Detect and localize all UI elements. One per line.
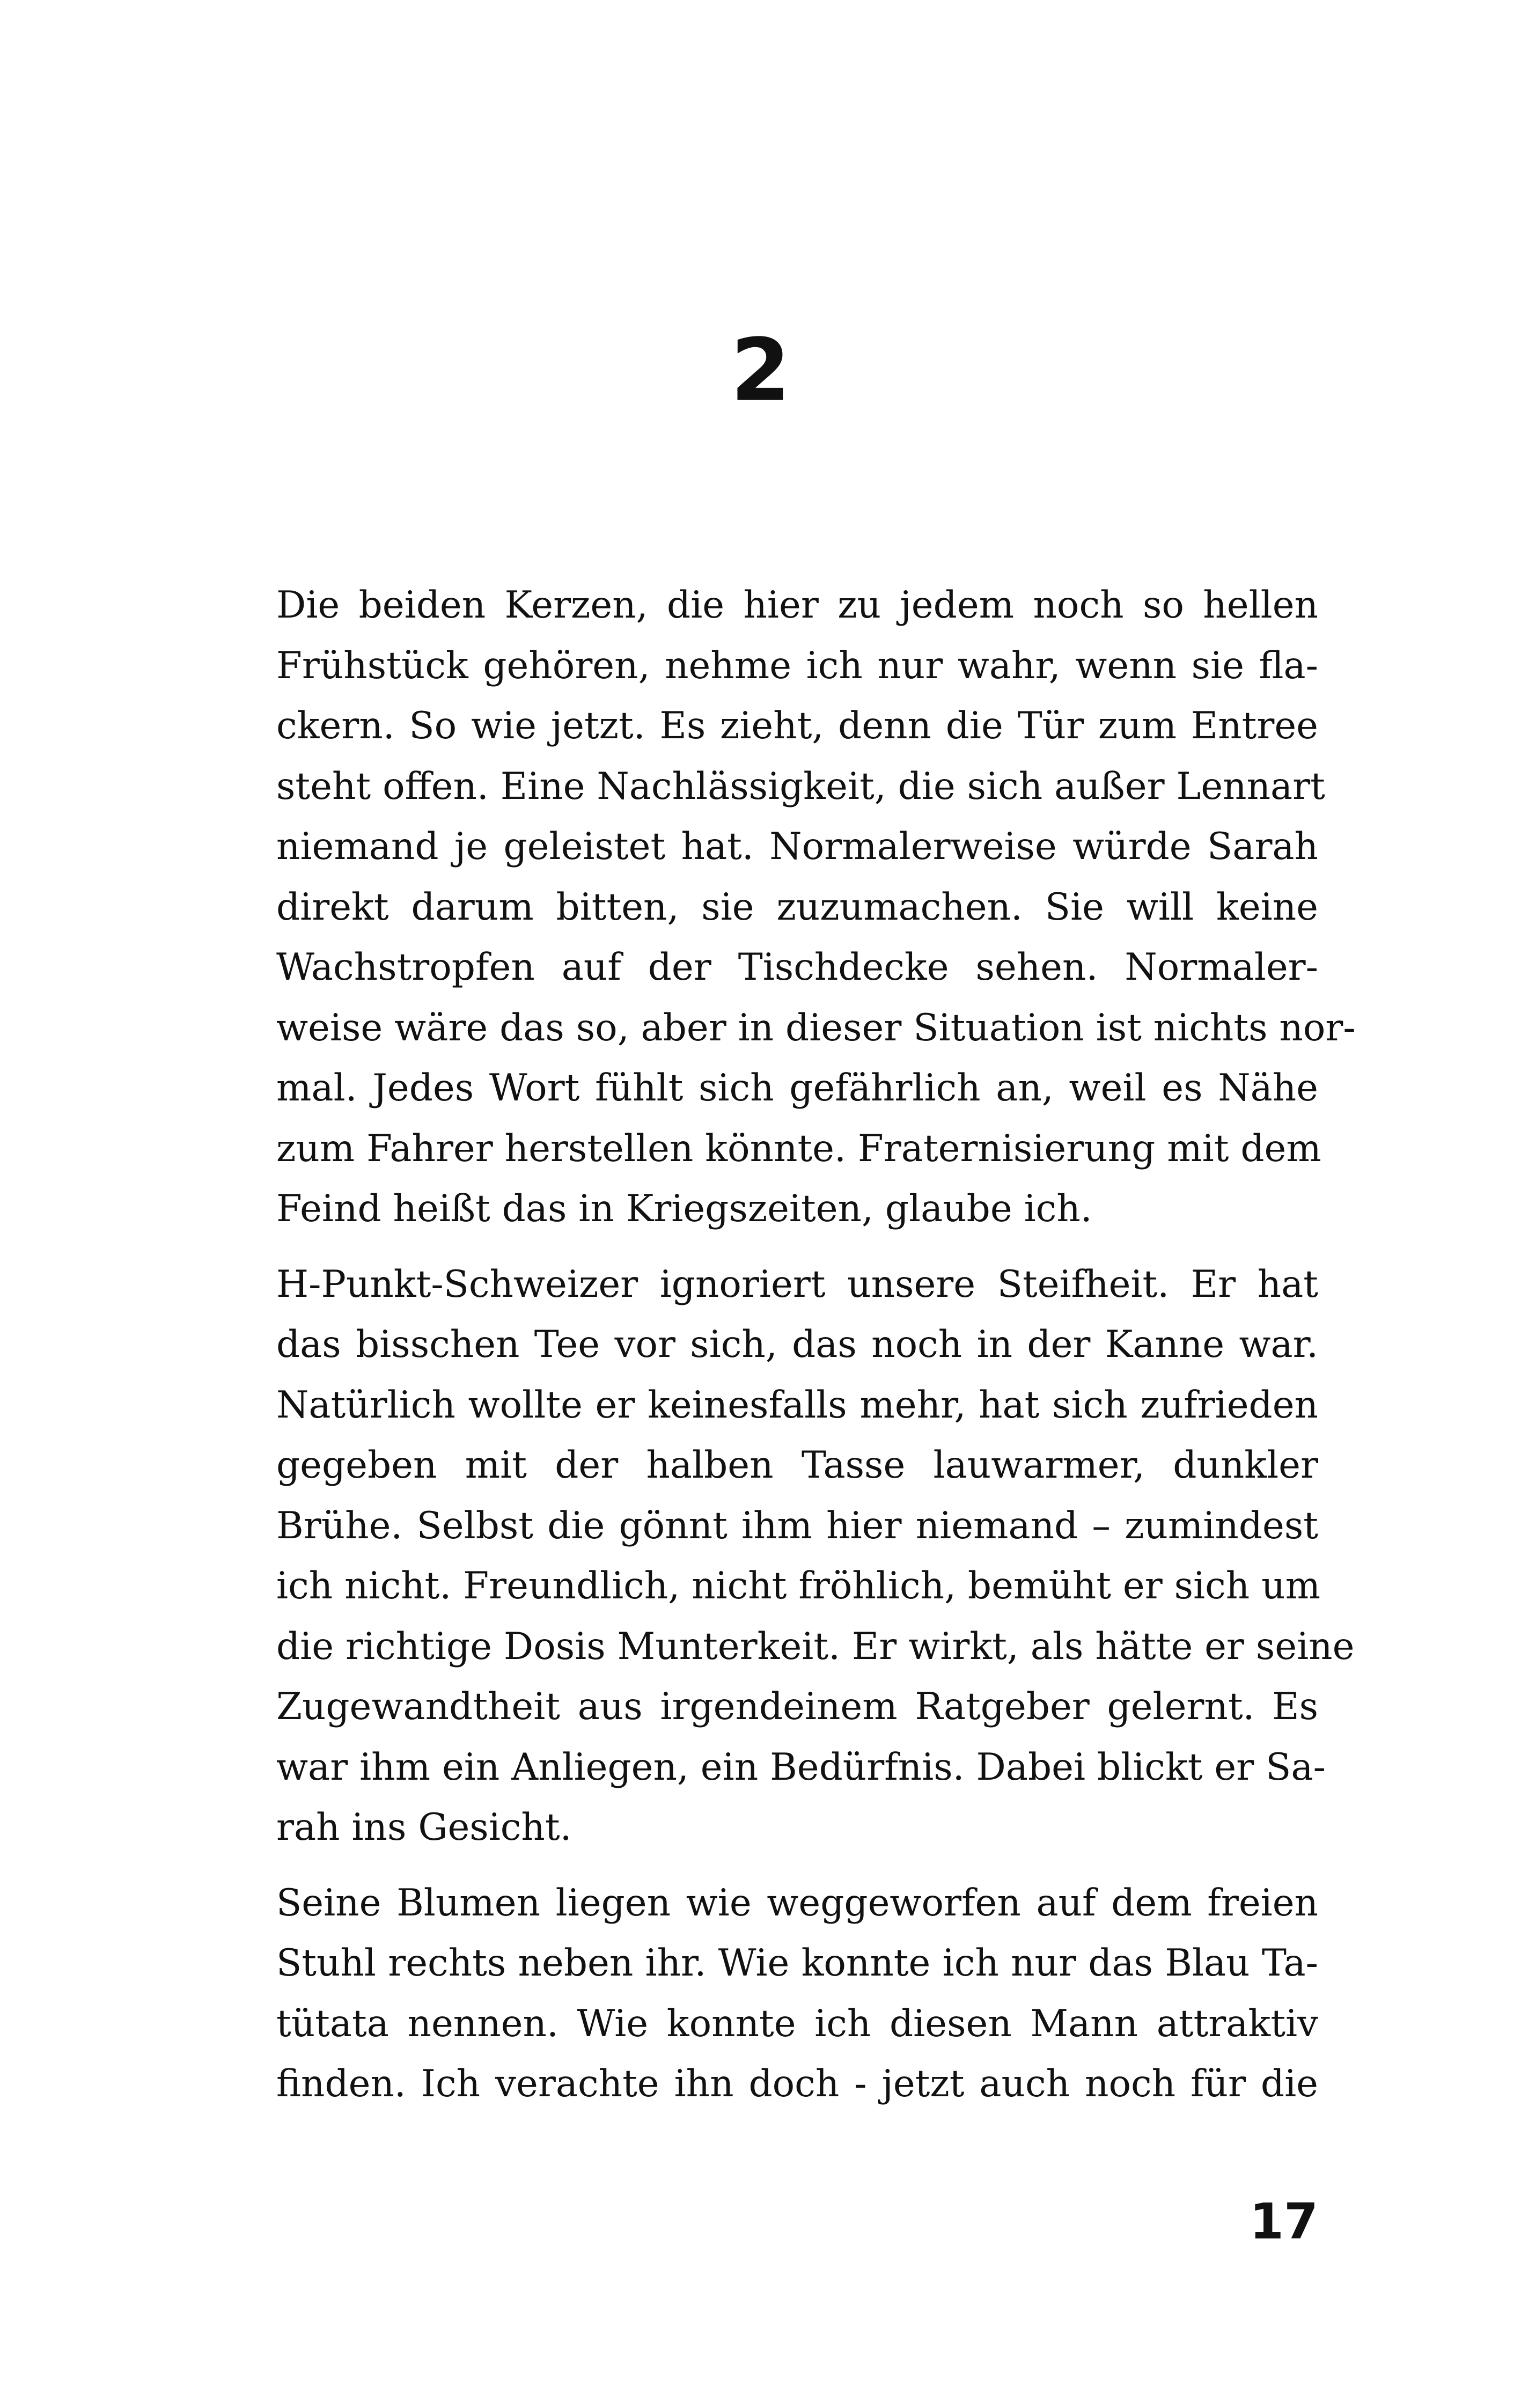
text-line: Feind heißt das in Kriegszeiten, glaube ich.: [276, 1187, 1092, 1230]
text-line: rah ins Gesicht.: [276, 1806, 572, 1849]
text-line: direkt darum bitten, sie zuzumachen. Sie will keine: [276, 885, 1318, 929]
text-line: war ihm ein Anliegen, ein Bedürfnis. Dabei blickt er Sa-: [276, 1745, 1326, 1789]
paragraph: [240, 575, 1356, 1239]
body-text: [240, 575, 1356, 2130]
text-line: Stuhl rechts neben ihr. Wie konnte ich nur das Blau Ta-: [276, 1942, 1318, 1985]
text-line: Brühe. Selbst die gönnt ihm hier niemand – zumindest: [276, 1504, 1318, 1547]
paragraph: [240, 1254, 1355, 1858]
text-line: Seine Blumen liegen wie weggeworfen auf dem freien: [276, 1881, 1318, 1925]
text-line: weise wäre das so, aber in dieser Situation ist nichts nor-: [276, 1006, 1356, 1049]
text-line: mal. Jedes Wort fühlt sich gefährlich an, weil es Nähe: [276, 1067, 1318, 1110]
text-line: finden. Ich verachte ihn doch - jetzt auch noch für die: [276, 2062, 1318, 2105]
text-line: zum Fahrer herstellen könnte. Fraternisierung mit dem: [276, 1127, 1321, 1170]
text-line: steht offen. Eine Nachlässigkeit, die sich außer Lennart: [276, 765, 1325, 808]
chapter-number: 2: [730, 320, 791, 420]
text-line: Zugewandtheit aus irgendeinem Ratgeber gelernt. Es: [276, 1685, 1318, 1728]
text-line: das bisschen Tee vor sich, das noch in der Kanne war.: [276, 1323, 1318, 1366]
text-line: Wachstropfen auf der Tischdecke sehen. Normaler-: [276, 946, 1318, 989]
text-line: tütata nennen. Wie konnte ich diesen Mann attraktiv: [276, 2002, 1318, 2045]
text-line: gegeben mit der halben Tasse lauwarmer, dunkler: [276, 1444, 1318, 1487]
text-line: Natürlich wollte er keinesfalls mehr, hat sich zufrieden: [276, 1383, 1318, 1427]
paragraph: [240, 1873, 1318, 2115]
text-line: Frühstück gehören, nehme ich nur wahr, wenn sie fla-: [276, 644, 1318, 687]
text-line: die richtige Dosis Munterkeit. Er wirkt, als hätte er seine: [276, 1625, 1355, 1668]
text-line: ich nicht. Freundlich, nicht fröhlich, bemüht er sich um: [276, 1565, 1321, 1607]
text-line: Die beiden Kerzen, die hier zu jedem noch so hellen: [276, 584, 1318, 627]
page-number: 17: [1249, 2193, 1318, 2250]
text-line: H-Punkt-Schweizer ignoriert unsere Steifheit. Er hat: [276, 1262, 1318, 1306]
text-line: ckern. So wie jetzt. Es zieht, denn die Tür zum Entree: [276, 704, 1318, 747]
text-line: niemand je geleistet hat. Normalerweise würde Sarah: [276, 825, 1318, 868]
